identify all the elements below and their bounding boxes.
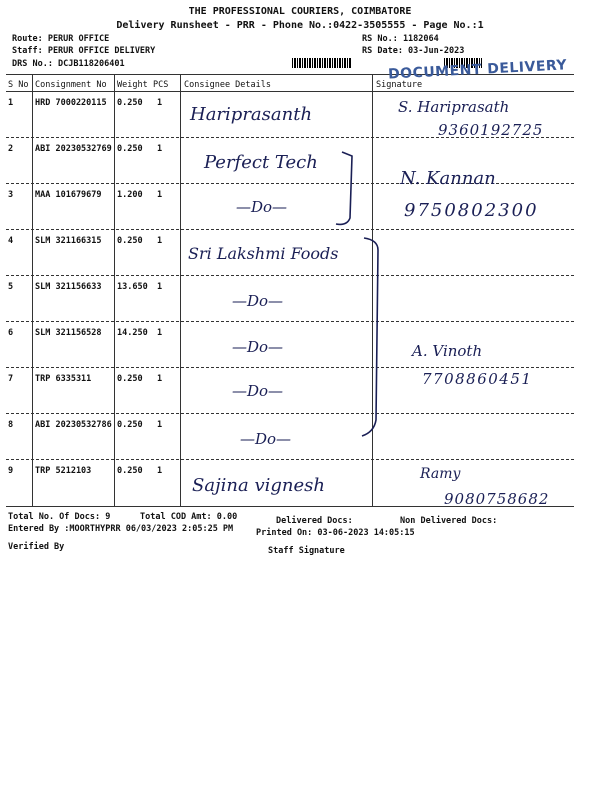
- row-pcs: 1: [157, 190, 163, 200]
- total-docs: Total No. Of Docs: 9: [8, 512, 111, 522]
- handwritten-signature: Ramy: [420, 466, 461, 482]
- handwritten-ditto: —Do—: [236, 198, 288, 216]
- row-sno: 1: [8, 98, 14, 108]
- row-weight: 1.200: [117, 190, 143, 200]
- non-delivered-docs: Non Delivered Docs:: [400, 516, 498, 526]
- row-weight: 0.250: [117, 144, 143, 154]
- row-pcs: 1: [157, 236, 163, 246]
- verified-by: Verified By: [8, 542, 65, 552]
- drs-number: DRS No.: DCJB118206401: [12, 59, 125, 69]
- staff-label: Staff: PERUR OFFICE DELIVERY: [12, 46, 156, 56]
- rs-number: RS No.: 1182064: [362, 34, 439, 44]
- total-cod-amount: Total COD Amt: 0.00: [140, 512, 238, 522]
- handwritten-signature: N. Kannan: [400, 168, 496, 189]
- handwritten-phone: 9080758682: [444, 490, 550, 508]
- header-sno: S No: [8, 80, 29, 90]
- row-consignment: TRP 6335311: [35, 374, 92, 384]
- header-signature: Signature: [376, 80, 423, 90]
- header-weight: Weight: [117, 80, 148, 90]
- handwritten-ditto: —Do—: [240, 430, 292, 448]
- header-consignee: Consignee Details: [184, 80, 271, 90]
- handwritten-ditto: —Do—: [232, 338, 284, 356]
- header-pcs: PCS: [153, 80, 169, 90]
- row-consignment: SLM 321166315: [35, 236, 102, 246]
- row-consignment: ABI 20230532786: [35, 420, 112, 430]
- handwritten-phone: 7708860451: [422, 370, 533, 388]
- row-consignment: ABI 20230532769: [35, 144, 112, 154]
- handwritten-consignee: Hariprasanth: [190, 104, 313, 125]
- handwritten-consignee: Sajina vignesh: [192, 475, 325, 496]
- row-consignment: MAA 101679679: [35, 190, 102, 200]
- handwritten-signature: A. Vinoth: [412, 342, 483, 360]
- row-sno: 4: [8, 236, 14, 246]
- handwritten-signature: S. Hariprasath: [398, 98, 510, 116]
- row-weight: 0.250: [117, 236, 143, 246]
- row-weight: 0.250: [117, 466, 143, 476]
- route-label: Route: PERUR OFFICE: [12, 34, 110, 44]
- row-pcs: 1: [157, 328, 163, 338]
- handwritten-ditto: —Do—: [232, 382, 284, 400]
- row-weight: 0.250: [117, 98, 143, 108]
- header-consignment: Consignment No: [35, 80, 107, 90]
- row-sno: 9: [8, 466, 14, 476]
- row-consignment: HRD 7000220115: [35, 98, 107, 108]
- row-weight: 0.250: [117, 374, 143, 384]
- row-sno: 3: [8, 190, 14, 200]
- handwritten-phone: 9360192725: [438, 121, 544, 139]
- row-pcs: 1: [157, 420, 163, 430]
- row-sno: 7: [8, 374, 14, 384]
- handwritten-ditto: —Do—: [232, 292, 284, 310]
- row-sno: 6: [8, 328, 14, 338]
- row-pcs: 1: [157, 98, 163, 108]
- row-consignment: SLM 321156633: [35, 282, 102, 292]
- row-weight: 0.250: [117, 420, 143, 430]
- delivered-docs: Delivered Docs:: [276, 516, 353, 526]
- row-sno: 2: [8, 144, 14, 154]
- document-title: THE PROFESSIONAL COURIERS, COIMBATORE: [188, 6, 412, 17]
- staff-signature: Staff Signature: [268, 546, 345, 556]
- row-pcs: 1: [157, 466, 163, 476]
- document-delivery-stamp: DOCUMENT DELIVERY: [387, 57, 568, 83]
- row-sno: 8: [8, 420, 14, 430]
- row-pcs: 1: [157, 282, 163, 292]
- entered-by: Entered By :MOORTHYPRR 06/03/2023 2:05:25 PM: [8, 524, 234, 534]
- row-weight: 14.250: [117, 328, 148, 338]
- row-consignment: SLM 321156528: [35, 328, 102, 338]
- handwritten-consignee: Perfect Tech: [204, 152, 318, 173]
- rs-date: RS Date: 03-Jun-2023: [362, 46, 465, 56]
- handwritten-consignee: Sri Lakshmi Foods: [188, 244, 339, 263]
- row-pcs: 1: [157, 144, 163, 154]
- row-consignment: TRP 5212103: [35, 466, 92, 476]
- row-weight: 13.650: [117, 282, 148, 292]
- printed-on: Printed On: 03-06-2023 14:05:15: [256, 528, 415, 538]
- row-sno: 5: [8, 282, 14, 292]
- document-subtitle: Delivery Runsheet - PRR - Phone No.:0422-3505555 - Page No.:1: [116, 20, 484, 31]
- row-pcs: 1: [157, 374, 163, 384]
- handwritten-phone: 9750802300: [404, 200, 539, 221]
